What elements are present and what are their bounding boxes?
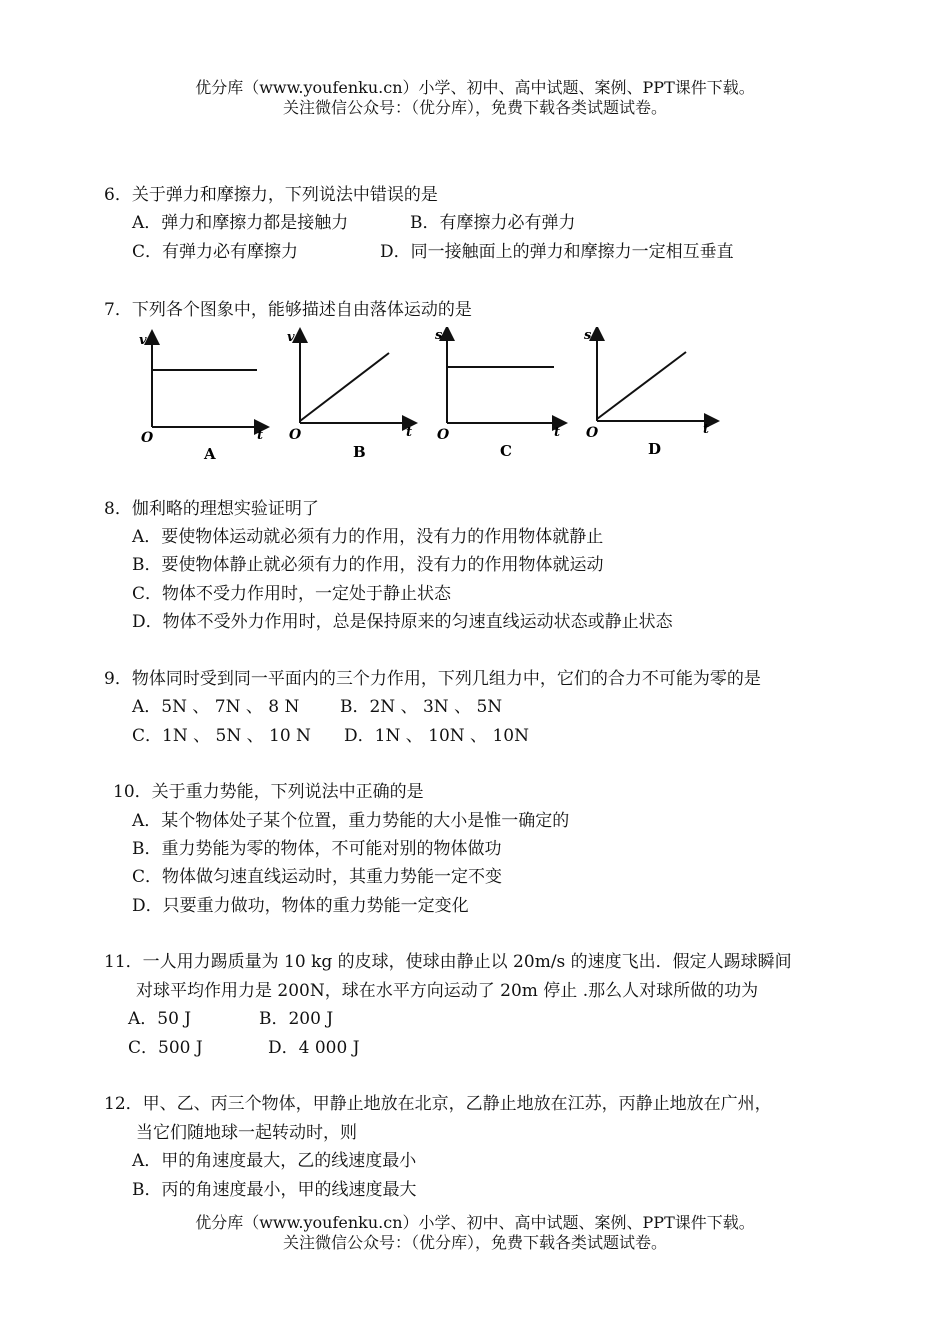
question-12-option-b: B．丙的角速度最小，甲的线速度最大 [132,1180,417,1200]
question-7-stem: 7．下列各个图象中，能够描述自由落体运动的是 [104,300,472,320]
graph-b-origin: O [289,427,302,443]
question-11-option-a: A．50 J [128,1009,192,1029]
page-footer-line-1: 优分库（www.youfenku.cn）小学、初中、高中试题、案例、PPT课件下载。 [195,1213,755,1232]
question-11-option-b: B．200 J [259,1009,334,1029]
page-header-line-1: 优分库（www.youfenku.cn）小学、初中、高中试题、案例、PPT课件下载。 [195,78,755,97]
question-11-option-d: D．4 000 J [268,1038,360,1058]
question-8-stem: 8．伽利略的理想实验证明了 [104,499,319,519]
question-9-option-a: A．5N 、 7N 、 8 N [132,697,300,717]
graph-c-origin: O [437,427,450,443]
graph-a-letter: A [204,445,216,463]
question-6-option-d: D．同一接触面上的弹力和摩擦力一定相互垂直 [380,242,734,262]
question-9-option-c: C．1N 、 5N 、 10 N [132,726,311,746]
question-6-option-b: B．有摩擦力必有弹力 [410,213,576,233]
graph-d-y-label: s [584,328,592,343]
question-9-option-b: B．2N 、 3N 、 5N [340,697,503,717]
question-12-option-a: A．甲的角速度最大，乙的线速度最小 [132,1151,417,1171]
question-10-option-b: B．重力势能为零的物体，不可能对别的物体做功 [132,839,502,859]
question-10-option-c: C．物体做匀速直线运动时，其重力势能一定不变 [132,867,503,887]
question-9-option-d: D．1N 、 10N 、 10N [344,726,529,746]
graph-c [435,328,560,460]
graph-c-x-label: t [554,425,561,440]
graph-b-curve [300,353,389,421]
graph-b [287,330,412,461]
question-6-option-a: A．弹力和摩擦力都是接触力 [132,213,349,233]
question-12-stem-line-2: 当它们随地球一起转动时，则 [136,1123,357,1143]
graph-a-y-label: v [139,333,147,348]
question-6-option-c: C．有弹力必有摩擦力 [132,242,299,262]
graph-d [584,328,712,458]
question-11-stem-line-2: 对球平均作用力是 200N，球在水平方向运动了 20m 停止 .那么人对球所做的功为 [136,981,759,1001]
graph-d-letter: D [648,440,662,458]
question-8-option-b: B．要使物体静止就必须有力的作用，没有力的作用物体就运动 [132,555,604,575]
graph-b-letter: B [353,443,366,461]
question-11-stem-line-1: 11．一人用力踢质量为 10 kg 的皮球，使球由静止以 20m/s 的速度飞出．假定人踢球瞬间 [104,952,792,972]
graph-d-x-label: t [703,422,710,437]
question-12-stem-line-1: 12．甲、乙、丙三个物体，甲静止地放在北京，乙静止地放在江苏，丙静止地放在广州， [104,1094,772,1114]
graph-c-letter: C [500,442,512,460]
graph-a [139,333,263,463]
graph-a-x-label: t [257,428,264,443]
graph-c-y-label: s [435,328,443,343]
question-6-stem: 6．关于弹力和摩擦力，下列说法中错误的是 [104,185,438,205]
question-10-option-a: A．某个物体处子某个位置，重力势能的大小是惟一确定的 [132,811,570,831]
question-8-option-c: C．物体不受力作用时，一定处于静止状态 [132,584,452,604]
question-9-stem: 9．物体同时受到同一平面内的三个力作用，下列几组力中，它们的合力不可能为零的是 [104,669,761,689]
question-11-option-c: C．500 J [128,1038,203,1058]
graph-b-y-label: v [287,330,295,345]
page-header-line-2: 关注微信公众号：（优分库），免费下载各类试题试卷。 [282,98,667,117]
graph-a-origin: O [141,430,154,446]
page-footer-line-2: 关注微信公众号：（优分库），免费下载各类试题试卷。 [282,1233,667,1252]
question-10-stem: 10．关于重力势能，下列说法中正确的是 [113,782,424,802]
question-8-option-d: D．物体不受外力作用时，总是保持原来的匀速直线运动状态或静止状态 [132,612,673,632]
graph-d-curve [597,352,686,419]
graph-d-origin: O [586,425,599,441]
graph-b-x-label: t [406,425,413,440]
question-10-option-d: D．只要重力做功，物体的重力势能一定变化 [132,896,469,916]
question-7-graphs [0,327,950,467]
question-8-option-a: A．要使物体运动就必须有力的作用，没有力的作用物体就静止 [132,527,604,547]
